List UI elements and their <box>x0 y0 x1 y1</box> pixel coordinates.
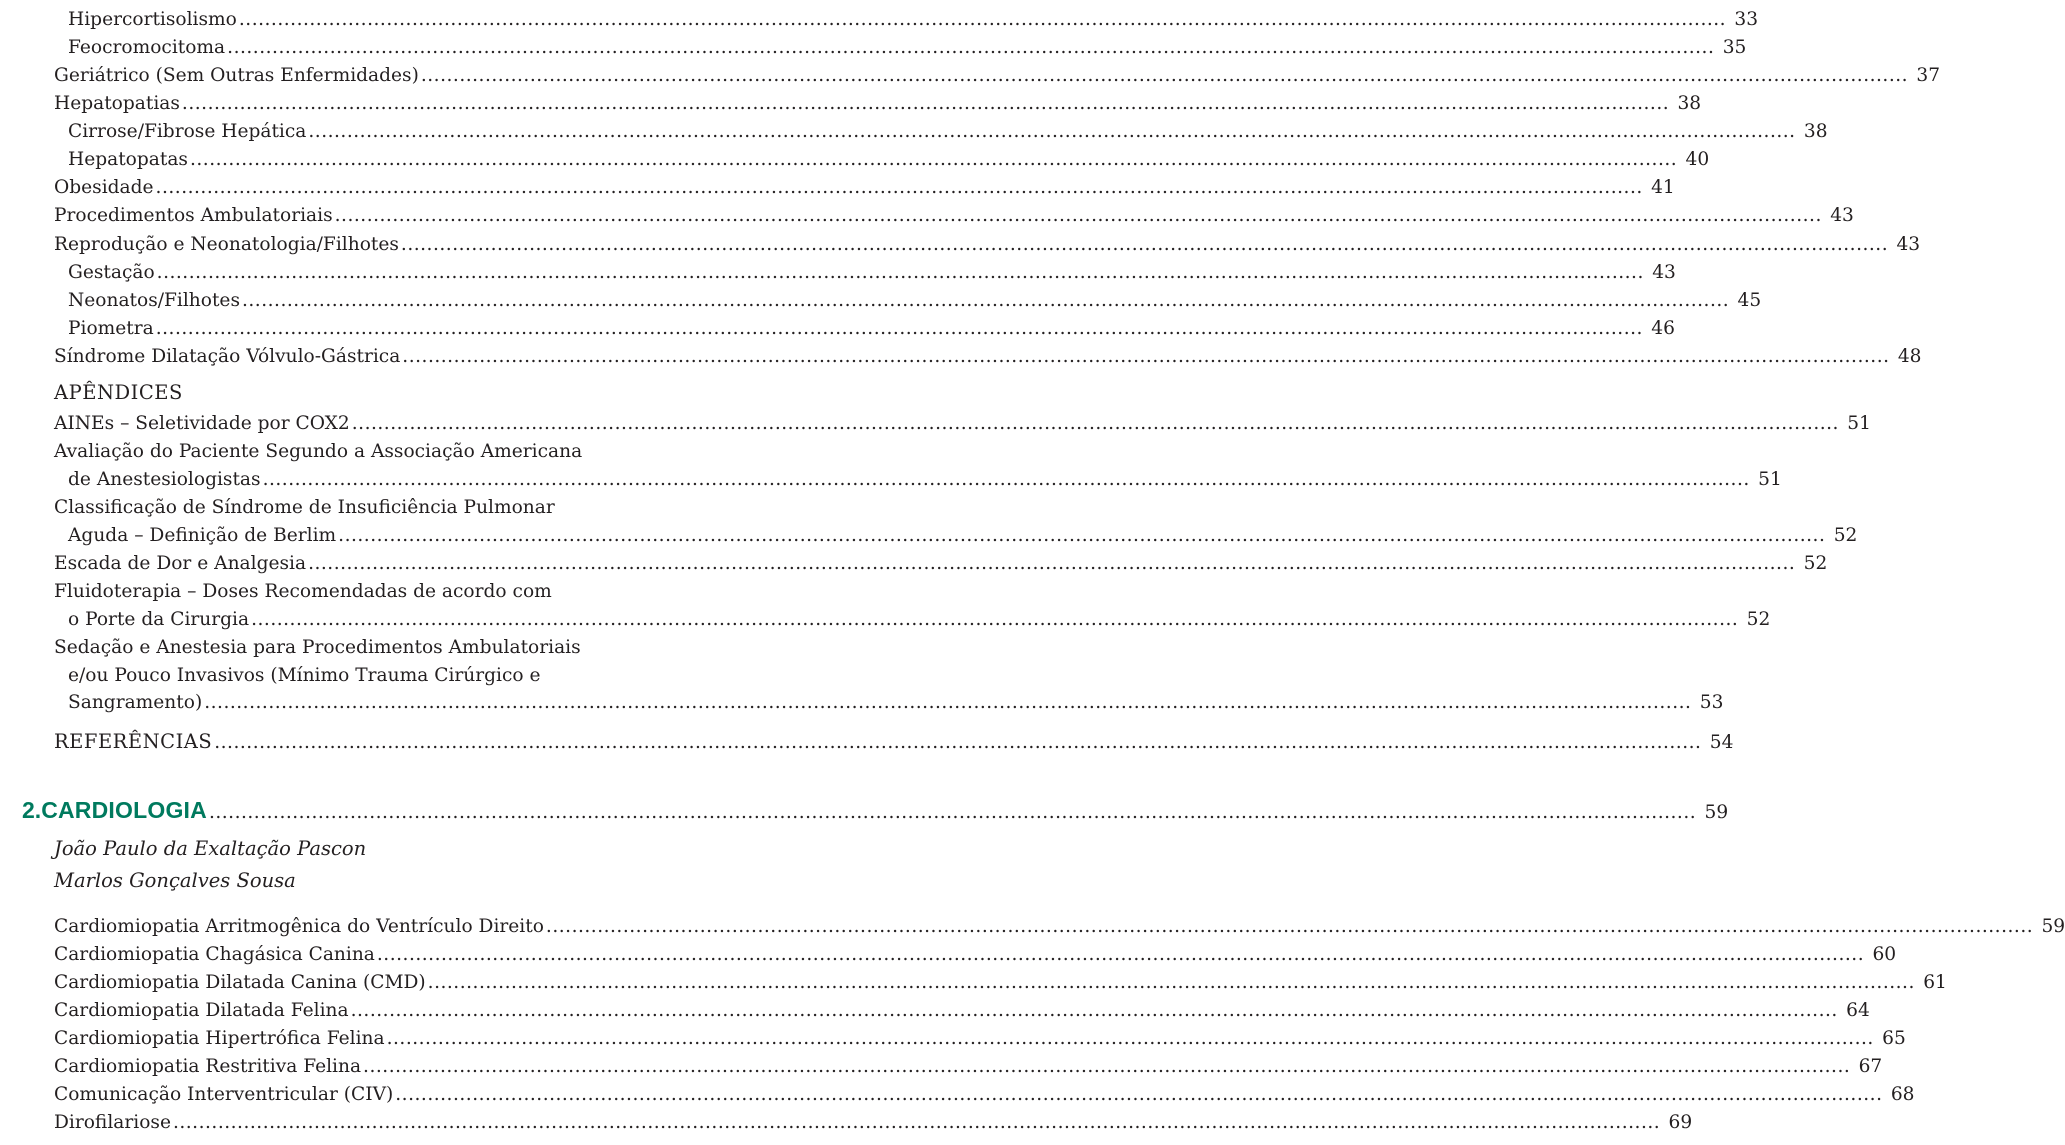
toc-page-number: 59 <box>1704 802 1729 823</box>
toc-page-number: 45 <box>1737 290 1762 311</box>
toc-entry-line[interactable]: e/ou Pouco Invasivos (Mínimo Trauma Cirúrgico e <box>68 665 541 686</box>
toc-entry-label: Escada de Dor e Analgesia <box>54 553 307 574</box>
toc-page-number: 52 <box>1833 525 1858 546</box>
toc-entry-gestacao[interactable] <box>0 262 1676 284</box>
chapter-author: Marlos Gonçalves Sousa <box>54 869 296 892</box>
chapter-number: 2. <box>22 797 42 823</box>
dot-leader <box>156 177 1643 199</box>
toc-entry-label: Aguda – Definição de Berlim <box>68 525 337 546</box>
toc-entry-cardiomiopatia-hipertrofica[interactable] <box>0 1028 1906 1050</box>
toc-page-number: 68 <box>1890 1084 1915 1105</box>
toc-entry-neonatos[interactable] <box>0 290 1762 312</box>
toc-entry-label: Cardiomiopatia Chagásica Canina <box>54 944 375 965</box>
toc-entry-label: o Porte da Cirurgia <box>68 609 250 630</box>
toc-entry-reproducao[interactable] <box>0 234 1921 256</box>
dot-leader <box>363 1056 1850 1078</box>
toc-page-number: 52 <box>1803 553 1828 574</box>
toc-entry-fluidoterapia[interactable] <box>0 609 1771 631</box>
toc-entry-label: Feocromocitoma <box>68 37 226 58</box>
toc-entry-label: Geriátrico (Sem Outras Enfermidades) <box>54 65 419 86</box>
toc-entry-label: Procedimentos Ambulatoriais <box>54 205 333 226</box>
toc-entry-label: Cirrose/Fibrose Hepática <box>68 121 307 142</box>
toc-page-number: 52 <box>1746 609 1771 630</box>
dot-leader <box>227 37 1714 59</box>
toc-entry-procedimentos-ambulatoriais[interactable] <box>0 205 1854 227</box>
toc-entry-avaliacao-paciente[interactable] <box>0 469 1782 491</box>
toc-page-number: 41 <box>1651 177 1675 198</box>
toc-page-number: 37 <box>1916 65 1941 86</box>
dot-leader <box>308 121 1795 143</box>
toc-entry-label: de Anestesiologistas <box>68 469 261 490</box>
toc-entry-hepatopatas[interactable] <box>0 149 1710 171</box>
dot-leader <box>395 1084 1882 1106</box>
dot-leader <box>387 1028 1874 1050</box>
toc-entry-dirofilariose[interactable] <box>0 1112 1693 1134</box>
toc-entry-line[interactable]: Classificação de Síndrome de Insuficiência Pulmonar <box>54 497 555 518</box>
toc-page-number: 51 <box>1847 413 1871 434</box>
toc-entry-label: Comunicação Interventricular (CIV) <box>54 1084 394 1105</box>
toc-entry-hepatopatias[interactable] <box>0 93 1702 115</box>
dot-leader <box>209 802 1696 823</box>
dot-leader <box>182 93 1669 115</box>
toc-entry-label: Neonatos/Filhotes <box>68 290 240 311</box>
toc-entry-cardiomiopatia-chagasica[interactable] <box>0 944 1897 966</box>
toc-entry-label: Cardiomiopatia Arritmogênica do Ventrículo Direito <box>54 916 544 937</box>
dot-leader <box>421 65 1908 87</box>
toc-entry-comunicacao-interventricular[interactable] <box>0 1084 1915 1106</box>
dot-leader <box>190 149 1677 171</box>
toc-entry-label: Cardiomiopatia Hipertrófica Felina <box>54 1028 385 1049</box>
toc-page-number: 38 <box>1803 121 1828 142</box>
dot-leader <box>335 205 1822 227</box>
chapter-title: CARDIOLOGIA <box>41 797 207 823</box>
toc-entry-aines[interactable] <box>0 413 1871 435</box>
toc-entry-label: AINEs – Seletividade por COX2 <box>54 413 350 434</box>
toc-entry-label: Reprodução e Neonatologia/Filhotes <box>54 234 399 255</box>
dot-leader <box>204 692 1691 714</box>
toc-page-number: 64 <box>1846 1000 1870 1021</box>
toc-entry-cirrose[interactable] <box>0 121 1828 143</box>
toc-entry-escada-dor[interactable] <box>0 553 1828 575</box>
dot-leader <box>173 1112 1660 1134</box>
toc-entry-cardiomiopatia-dilatada-felina[interactable] <box>0 1000 1870 1022</box>
toc-entry-label: Dirofilariose <box>54 1112 171 1133</box>
dot-leader <box>402 346 1889 368</box>
toc-entry-label: Piometra <box>68 318 154 339</box>
toc-page-number: 33 <box>1734 9 1759 30</box>
dot-leader <box>401 234 1888 256</box>
toc-page-number: 67 <box>1858 1056 1883 1077</box>
toc-page-number: 43 <box>1830 205 1854 226</box>
toc-entry-label: Obesidade <box>54 177 154 198</box>
toc-page-number: 59 <box>2041 916 2065 937</box>
toc-page-number: 69 <box>1668 1112 1693 1133</box>
toc-entry-geriatrico[interactable] <box>0 65 1941 87</box>
toc-page-number: 65 <box>1882 1028 1906 1049</box>
toc-entry-piometra[interactable] <box>0 318 1675 340</box>
toc-page-number: 43 <box>1896 234 1921 255</box>
dot-leader <box>546 916 2033 938</box>
toc-entry-label: Cardiomiopatia Dilatada Felina <box>54 1000 349 1021</box>
toc-entry-label: Cardiomiopatia Dilatada Canina (CMD) <box>54 972 426 993</box>
toc-entry-hipercortisolismo[interactable] <box>0 9 1759 31</box>
toc-page-number: 51 <box>1758 469 1782 490</box>
toc-page-number: 40 <box>1685 149 1710 170</box>
toc-entry-label: Hepatopatias <box>54 93 180 114</box>
toc-entry-line[interactable]: Avaliação do Paciente Segundo a Associação Americana <box>54 441 583 462</box>
toc-entry-line[interactable]: Sedação e Anestesia para Procedimentos Ambulatoriais <box>54 637 581 658</box>
dot-leader <box>242 290 1729 312</box>
toc-entry-feocromocitoma[interactable] <box>0 37 1747 59</box>
toc-entry-label: Síndrome Dilatação Vólvulo-Gástrica <box>54 346 401 367</box>
appendices-heading: APÊNDICES <box>54 381 183 404</box>
toc-entry-label: Cardiomiopatia Restritiva Felina <box>54 1056 362 1077</box>
dot-leader <box>377 944 1864 966</box>
toc-page-number: 53 <box>1699 692 1724 713</box>
dot-leader <box>351 1000 1838 1022</box>
toc-entry-sedacao-anestesia[interactable] <box>0 692 1724 714</box>
toc-entry-label: Hipercortisolismo <box>68 9 237 30</box>
toc-page-number: 35 <box>1722 37 1747 58</box>
toc-entry-line[interactable]: Fluidoterapia – Doses Recomendadas de acordo com <box>54 581 552 602</box>
toc-entry-obesidade[interactable] <box>0 177 1675 199</box>
toc-entry-label: Sangramento) <box>68 692 203 713</box>
chapter-author: João Paulo da Exaltação Pascon <box>54 837 367 860</box>
chapter-heading[interactable] <box>0 797 1729 825</box>
toc-entry-label: REFERÊNCIAS <box>54 730 213 753</box>
dot-leader <box>251 609 1738 631</box>
dot-leader <box>239 9 1726 31</box>
dot-leader <box>263 469 1750 491</box>
toc-entry-classificacao-sindrome[interactable] <box>0 525 1858 547</box>
toc-entry-label: Hepatopatas <box>68 149 188 170</box>
toc-entry-label: Gestação <box>68 262 155 283</box>
toc-page-number: 60 <box>1872 944 1897 965</box>
dot-leader <box>428 972 1915 994</box>
dot-leader <box>157 262 1644 284</box>
dot-leader <box>308 553 1795 575</box>
toc-entry-cardiomiopatia-dilatada-canina[interactable] <box>0 972 1947 994</box>
dot-leader <box>352 413 1839 435</box>
dot-leader <box>338 525 1825 547</box>
toc-page-number: 61 <box>1923 972 1947 993</box>
dot-leader <box>156 318 1643 340</box>
toc-page-number: 46 <box>1651 318 1675 339</box>
toc-entry-cardiomiopatia-restritiva[interactable] <box>0 1056 1883 1078</box>
toc-page-number: 54 <box>1709 732 1734 753</box>
toc-page-number: 43 <box>1652 262 1676 283</box>
toc-page-number: 38 <box>1677 93 1702 114</box>
toc-entry-cardiomiopatia-arritmogenica[interactable] <box>0 916 2065 938</box>
toc-entry-referencias[interactable] <box>0 730 1734 753</box>
toc-entry-sindrome-dilatacao[interactable] <box>0 346 1922 368</box>
toc-page-number: 48 <box>1897 346 1922 367</box>
dot-leader <box>214 732 1701 754</box>
